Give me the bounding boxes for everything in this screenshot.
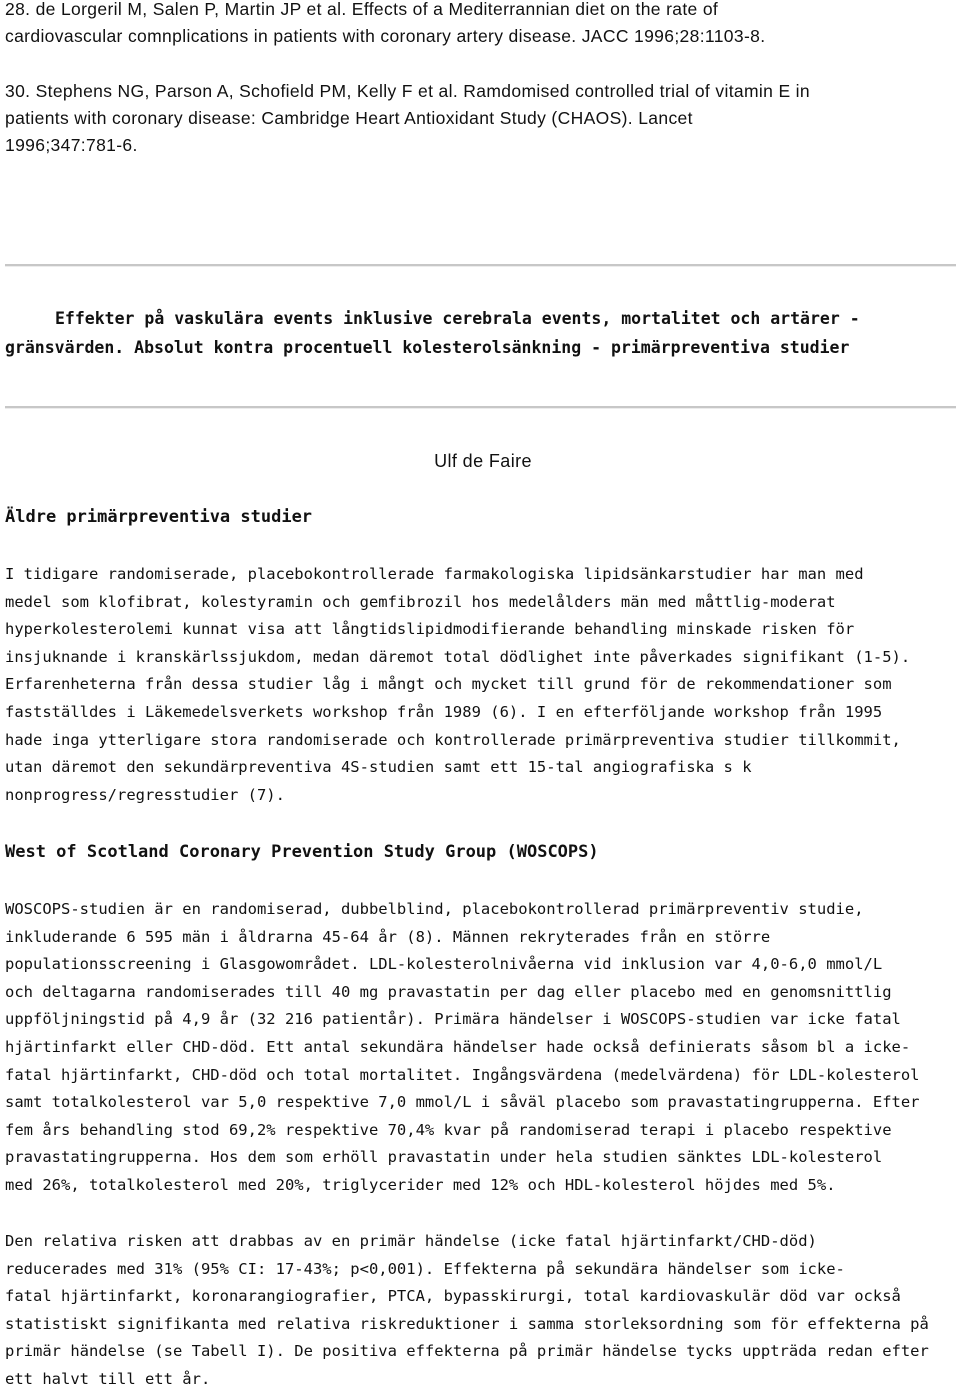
reference-28 <box>5 0 955 50</box>
paragraph-line: inkluderande 6 595 män i åldrarna 45-64 år (8). Männen rekryterades från en större <box>5 927 771 946</box>
paragraph-line: Den relativa risken att drabbas av en primär händelse (icke fatal hjärtinfarkt/CHD-död) <box>5 1232 817 1250</box>
paragraph-line: medel som klofibrat, kolestyramin och gemfibrozil hos medelålders män med måttlig-moderat <box>5 592 836 611</box>
woscops-heading: West of Scotland Coronary Prevention Study Group (WOSCOPS) <box>5 842 599 862</box>
reference-30-line-3: 1996;347:781-6. <box>5 135 138 155</box>
paragraph-line: uppföljningstid på 4,9 år (32 216 patientår). Primära händelser i WOSCOPS-studien var icke fatal <box>5 1010 901 1029</box>
reference-28-line-2: cardiovascular comnplications in patients with coronary artery disease. JACC 1996;28:1103-8. <box>5 26 766 46</box>
paragraph-line: ett halvt till ett år. <box>5 1369 211 1388</box>
paragraph-line: reducerades med 31% (95% CI: 17-43%; p<0,001). Effekterna på sekundära händelser som icke- <box>5 1259 845 1278</box>
author-name: Ulf de Faire <box>434 451 532 471</box>
paragraph-line: fem års behandling stod 69,2% respektive 70,4% kvar på randomiserad terapi i placebo respektive <box>5 1120 892 1139</box>
paragraph-line: WOSCOPS-studien är en randomiserad, dubbelblind, placebokontrollerad primärpreventiv studie, <box>5 900 864 918</box>
paragraph-line: och deltagarna randomiserades till 40 mg pravastatin per dag eller placebo med en genomsnittlig <box>5 982 892 1001</box>
paragraph-line: statistiskt signifikanta med relativa riskreduktioner i samma storleksordning som för effekterna på <box>5 1314 929 1333</box>
paragraph-line: primär händelse (se Tabell I). De positiva effekterna på primär händelse tycks uppträda redan efter <box>5 1342 929 1361</box>
section-title <box>5 304 955 362</box>
older-studies-heading: Äldre primärpreventiva studier <box>5 507 313 527</box>
reference-30-line-2: patients with coronary disease: Cambridge Heart Antioxidant Study (CHAOS). Lancet <box>5 108 693 128</box>
paragraph-line: fastställdes i Läkemedelsverkets workshop från 1989 (6). I en efterföljande workshop från 1995 <box>5 702 883 721</box>
woscops-paragraph-2 <box>5 1228 955 1394</box>
paragraph-line: hjärtinfarkt eller CHD-död. Ett antal sekundära händelser hade också definierats såsom bl a icke- <box>5 1037 911 1056</box>
reference-28-line-1: 28. de Lorgeril M, Salen P, Martin JP et al. Effects of a Mediterrannian diet on the rate of <box>5 0 719 19</box>
paragraph-line: insjuknande i kranskärlssjukdom, medan däremot total dödlighet inte påverkades signifikant (1-5). <box>5 647 911 666</box>
paragraph-line: Erfarenheterna från dessa studier låg i mångt och mycket till grund för de rekommendationer som <box>5 675 892 694</box>
older-studies-paragraph <box>5 561 955 809</box>
paragraph-line: fatal hjärtinfarkt, koronarangiografier, PTCA, bypasskirurgi, total kardiovaskulär död var också <box>5 1287 901 1306</box>
paragraph-line: nonprogress/regresstudier (7). <box>5 785 285 804</box>
paragraph-line: utan däremot den sekundärpreventiva 4S-studien samt ett 15-tal angiografiska s k <box>5 758 752 777</box>
horizontal-rule <box>5 264 956 267</box>
paragraph-line: med 26%, totalkolesterol med 20%, triglycerider med 12% och HDL-kolesterol höjdes med 5%. <box>5 1175 836 1194</box>
woscops-paragraph-1 <box>5 896 955 1200</box>
paragraph-line: hade inga ytterligare stora randomiserade och kontrollerade primärpreventiva studier tillkommit, <box>5 730 901 749</box>
reference-30 <box>5 78 955 159</box>
paragraph-line: populationsscreening i Glasgowområdet. LDL-kolesterolnivåerna vid inklusion var 4,0-6,0 mmol/L <box>5 955 883 974</box>
reference-30-line-1: 30. Stephens NG, Parson A, Schofield PM, Kelly F et al. Ramdomised controlled trial of vitamin E in <box>5 81 810 101</box>
paragraph-line: pravastatingrupperna. Hos dem som erhöll pravastatin under hela studien sänktes LDL-kolesterol <box>5 1148 883 1167</box>
section-title-line-2: gränsvärden. Absolut kontra procentuell kolesterolsänkning - primärpreventiva studier <box>5 338 850 357</box>
paragraph-line: hyperkolesterolemi kunnat visa att långtidslipidmodifierande behandling minskade risken för <box>5 620 855 639</box>
paragraph-line: I tidigare randomiserade, placebokontrollerade farmakologiska lipidsänkarstudier har man med <box>5 565 864 583</box>
section-title-line-1: Effekter på vaskulära events inklusive cerebrala events, mortalitet och artärer - <box>55 309 860 328</box>
horizontal-rule <box>5 406 956 409</box>
paragraph-line: fatal hjärtinfarkt, CHD-död och total mortalitet. Ingångsvärdena (medelvärdena) för LDL-kolesterol <box>5 1065 920 1084</box>
paragraph-line: samt totalkolesterol var 5,0 respektive 7,0 mmol/L i såväl placebo som pravastatingrupperna. Efter <box>5 1093 920 1112</box>
